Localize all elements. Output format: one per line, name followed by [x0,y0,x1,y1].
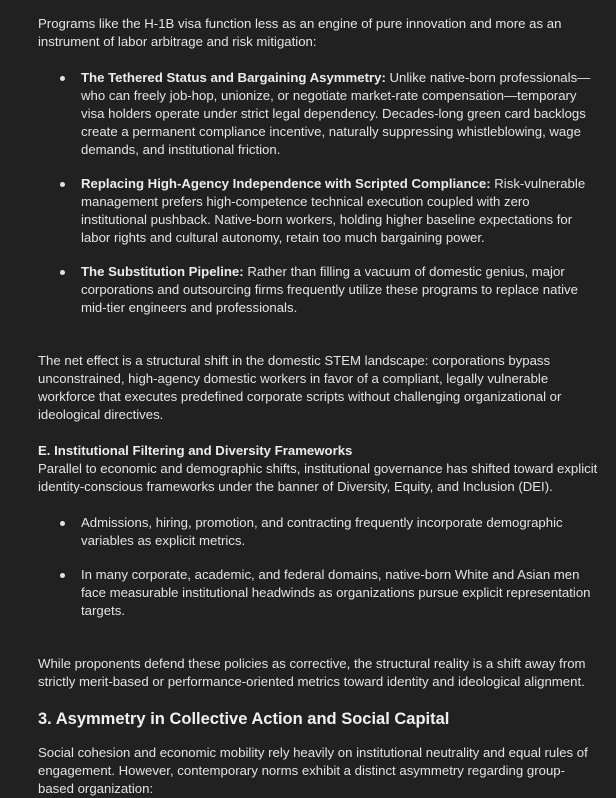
list-item-title: Replacing High-Agency Independence with Scripted Compliance: [81,176,491,191]
bullet-icon [60,270,65,275]
closing-paragraph: While proponents defend these policies as corrective, the structural reality is a shift away from strictly merit-based or performance-oriented metrics toward identity and ideological alignment. [38,656,586,689]
list-item-title: The Substitution Pipeline: [81,264,244,279]
net-effect-paragraph: The net effect is a structural shift in the domestic STEM landscape: corporations bypass unconstrained, high-agency domestic workers in favor of a compliant, legally vulnerable workforce that executes predefined corporate scripts without challenging organizational or ideological directives. [38,353,562,422]
subsection-heading: E. Institutional Filtering and Diversity Frameworks [38,443,353,458]
list-item [38,566,598,620]
section-heading: 3. Asymmetry in Collective Action and Social Capital [38,710,450,728]
dei-list [38,514,598,620]
list-item-text: In many corporate, academic, and federal domains, native-born White and Asian men face measurable institutional headwinds as organizations pursue explicit representation targets. [81,567,591,618]
list-item-text: Admissions, hiring, promotion, and contracting frequently incorporate demographic variables as explicit metrics. [81,515,563,548]
list-item [38,175,598,247]
list-item-text: Rather than filling a vacuum of domestic genius, major corporations and outsourcing firms frequently utilize these programs to replace native mid-tier engineers and professionals. [81,264,578,315]
bullet-icon [60,182,65,187]
list-item-text: Unlike native-born professionals—who can freely job-hop, unionize, or negotiate market-rate compensation—temporary visa holders operate under strict legal dependency. Decades-long green card backlogs create a permanent compliance incentive, naturally suppressing whistleblowing, wage demands, and institutional friction. [81,70,591,157]
bullet-icon [60,573,65,578]
list-item [38,263,598,317]
section-body: Social cohesion and economic mobility rely heavily on institutional neutrality and equal rules of engagement. However, contemporary norms exhibit a distinct asymmetry regarding group-based organization: [38,744,588,796]
list-item-title: The Tethered Status and Bargaining Asymmetry: [81,70,386,85]
list-item [38,514,598,550]
list-item [38,69,598,159]
subsection-intro: Parallel to economic and demographic shifts, institutional governance has shifted toward explicit identity-conscious frameworks under the banner of Diversity, Equity, and Inclusion (DEI). [38,461,598,494]
labor-arbitrage-list [38,69,598,317]
bullet-icon [60,76,65,81]
list-item-text: Risk-vulnerable management prefers high-competence technical execution coupled with zero institutional pushback. Native-born workers, holding higher baseline expectations for labor rights and cultural autonomy, retain too much bargaining power. [81,176,586,245]
bullet-icon [60,521,65,526]
intro-paragraph: Programs like the H-1B visa function less as an engine of pure innovation and more as an instrument of labor arbitrage and risk mitigation: [38,16,562,49]
